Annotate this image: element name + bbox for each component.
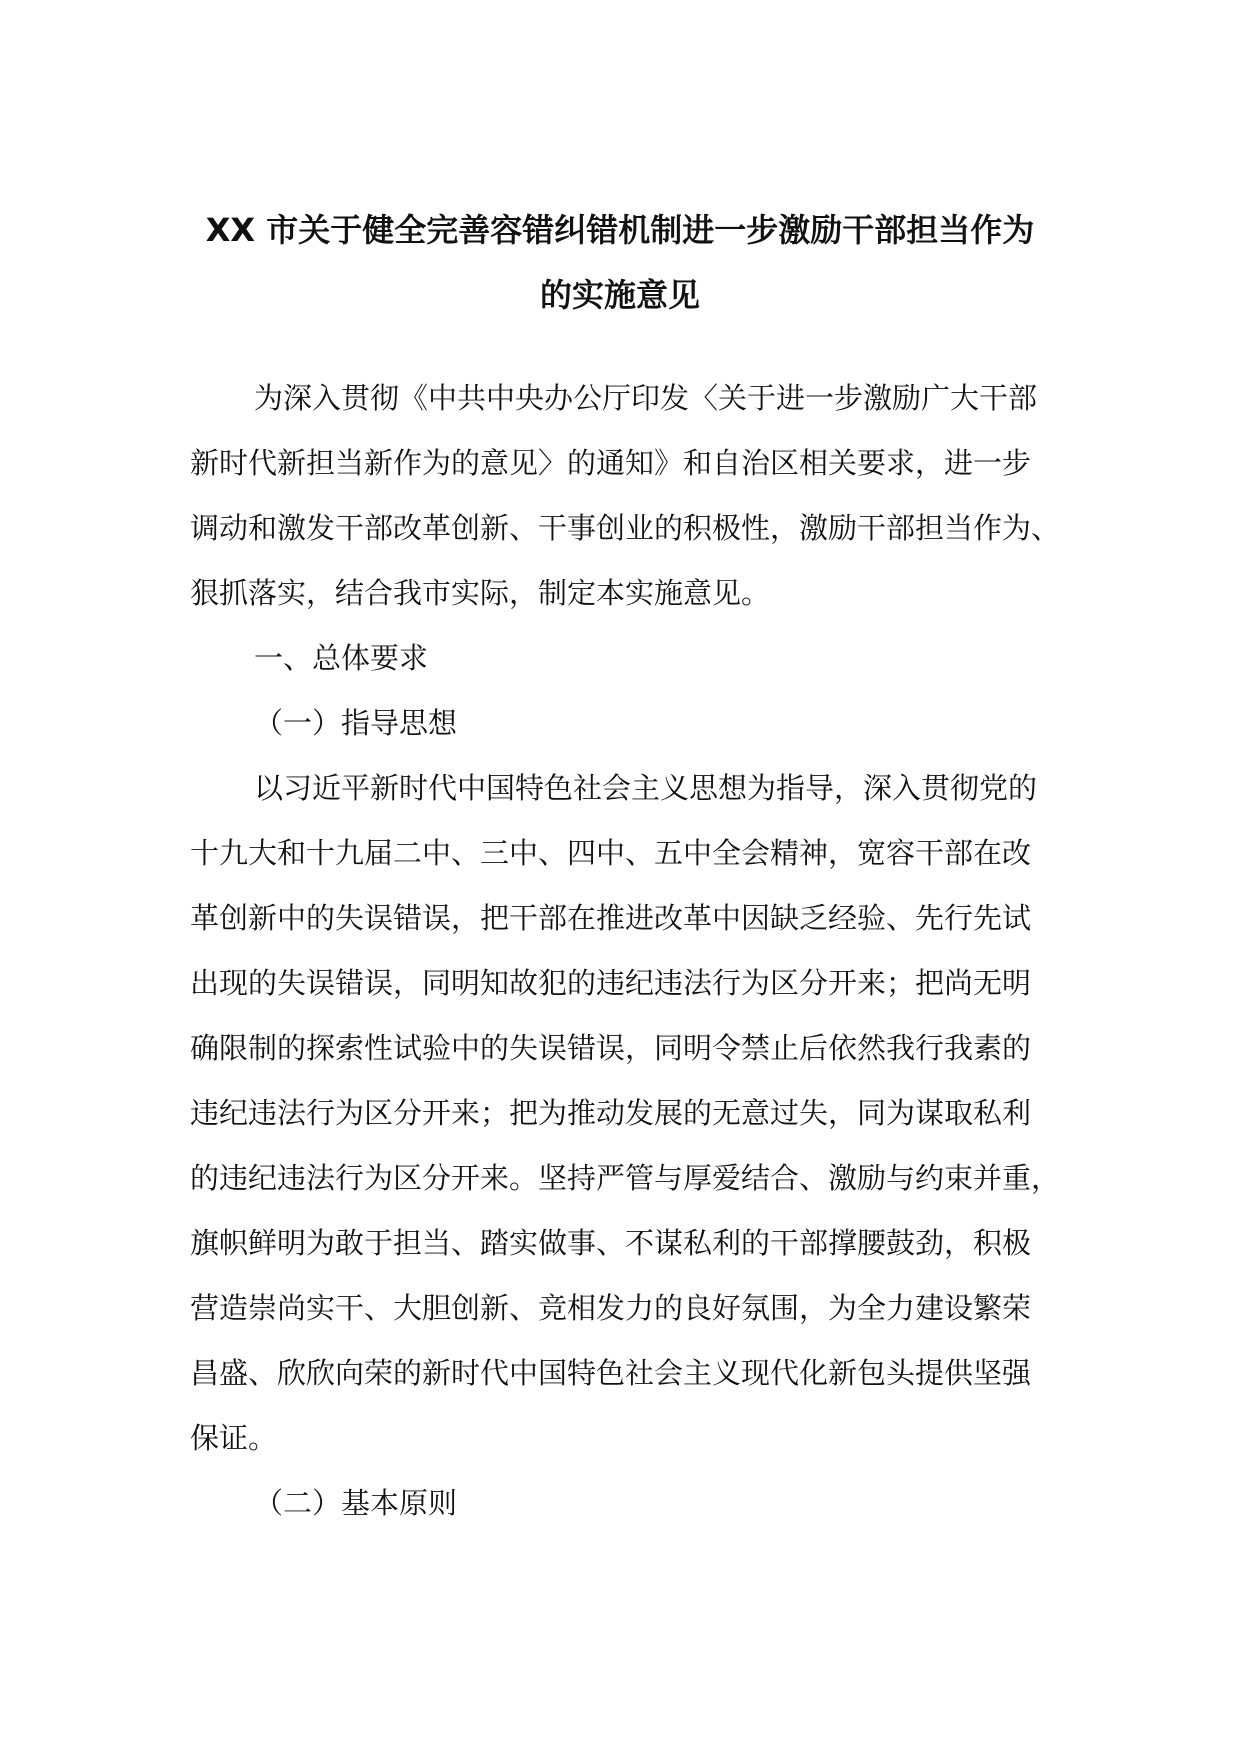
body-line: （一）指导思想 [254,706,458,740]
body-line: 营造崇尚实干、大胆创新、竞相发力的良好氛围，为全力建设繁荣 [190,1291,1032,1325]
document-title [175,198,1065,328]
body-line: 出现的失误错误，同明知故犯的违纪违法行为区分开来；把尚无明 [190,966,1032,1000]
body-line: 一、总体要求 [254,641,429,675]
body-line: 新时代新担当新作为的意见〉的通知》和自治区相关要求，进一步 [190,446,1032,480]
body-line: （二）基本原则 [254,1486,458,1520]
body-line: 确限制的探索性试验中的失误错误，同明令禁止后依然我行我素的 [190,1031,1032,1065]
body-line: 违纪违法行为区分开来；把为推动发展的无意过失，同为谋取私利 [190,1096,1032,1130]
body-line: 狠抓落实，结合我市实际，制定本实施意见。 [190,576,771,610]
body-line: 革创新中的失误错误，把干部在推进改革中因缺乏经验、先行先试 [190,901,1032,935]
body-line: 旗帜鲜明为敢于担当、踏实做事、不谋私利的干部撑腰鼓劲，积极 [190,1226,1032,1260]
body-line: 为深入贯彻《中共中央办公厅印发〈关于进一步激励广大干部 [254,381,1038,415]
title-line-2: 的实施意见 [539,276,700,314]
body-line: 以习近平新时代中国特色社会主义思想为指导，深入贯彻党的 [254,771,1038,805]
body-line: 的违纪违法行为区分开来。坚持严管与厚爱结合、激励与约束并重， [190,1161,1061,1195]
document-body [190,366,1062,1536]
body-line: 调动和激发干部改革创新、干事创业的积极性，激励干部担当作为、 [190,511,1061,545]
body-line: 昌盛、欣欣向荣的新时代中国特色社会主义现代化新包头提供坚强 [190,1356,1032,1390]
body-line: 保证。 [190,1421,278,1455]
body-line: 十九大和十九届二中、三中、四中、五中全会精神，宽容干部在改 [190,836,1032,870]
title-line-1: XX 市关于健全完善容错纠错机制进一步激励干部担当作为 [205,211,1035,249]
